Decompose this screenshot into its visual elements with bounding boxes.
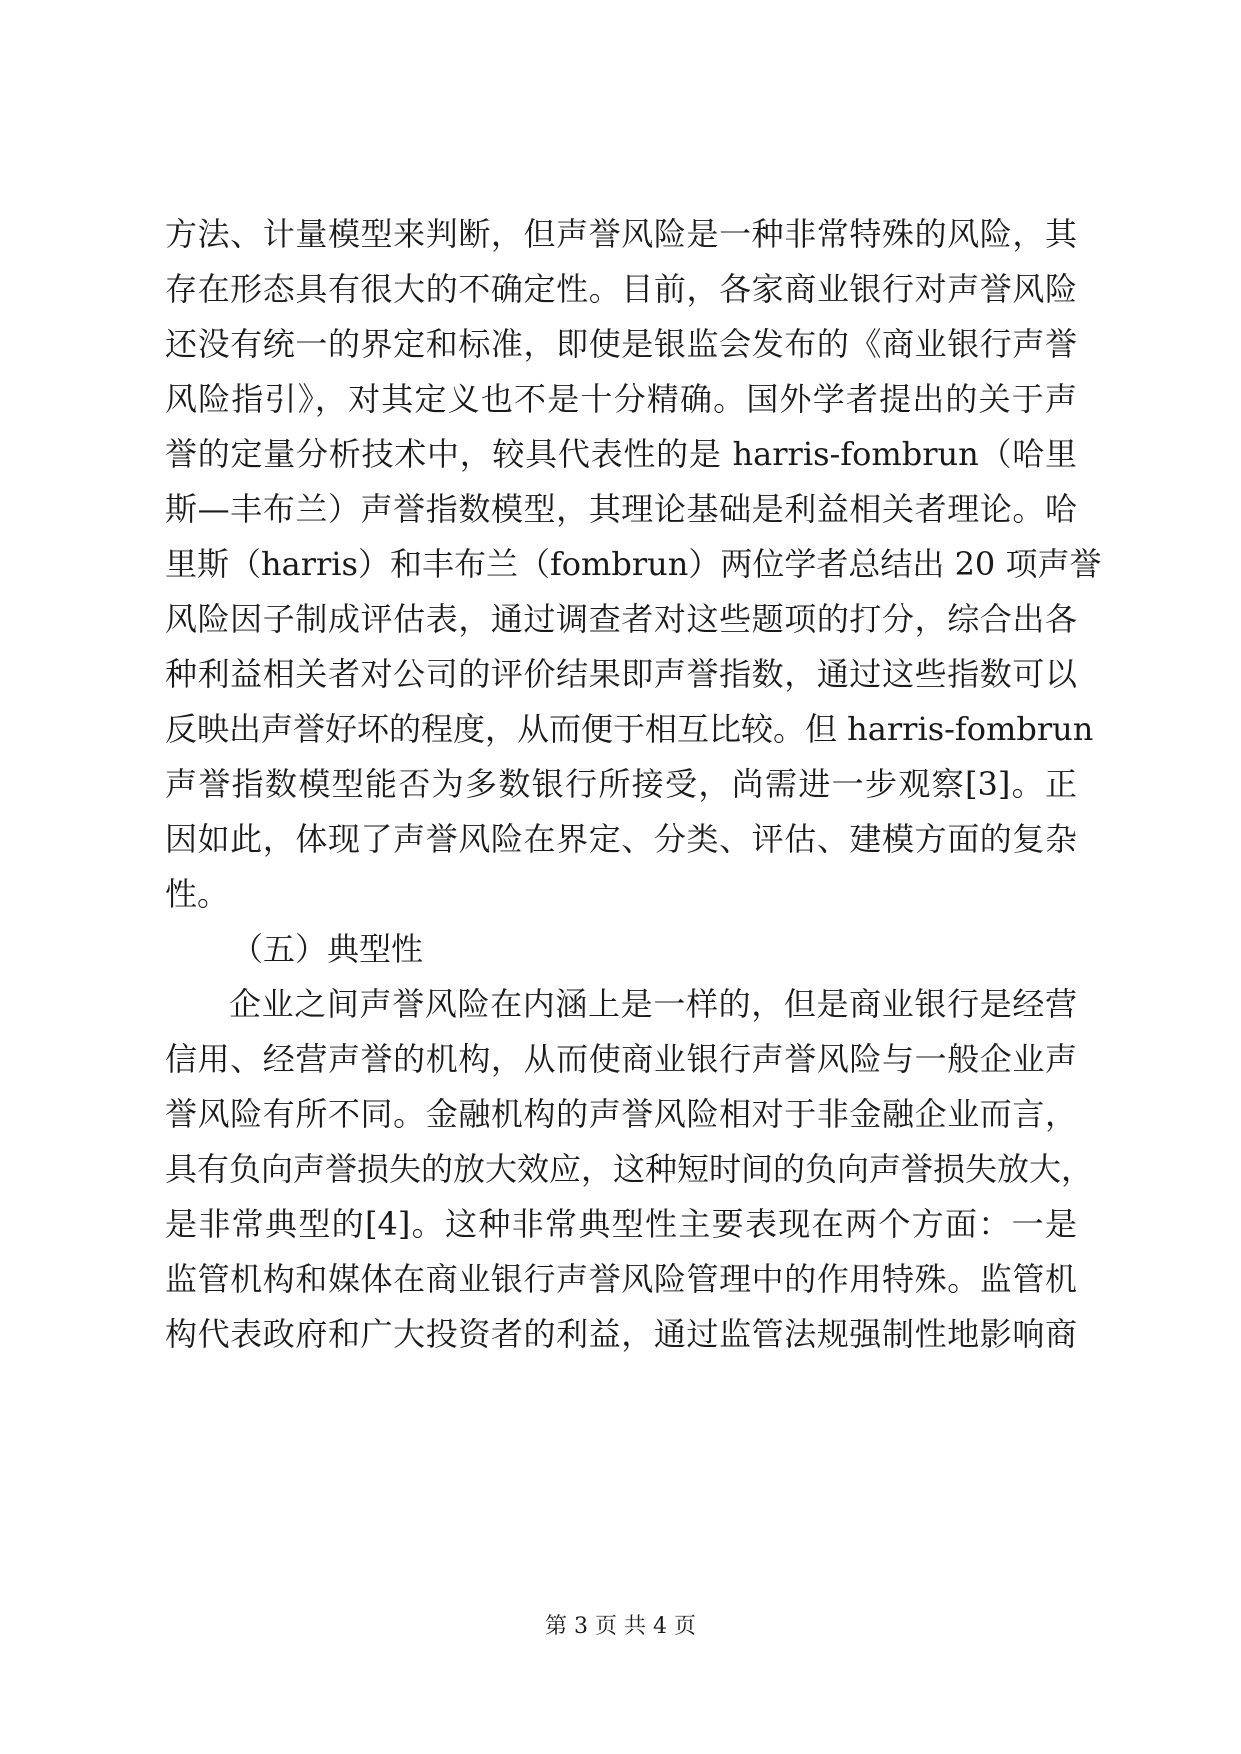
text-line: 誉风险有所不同。金融机构的声誉风险相对于非金融企业而言， bbox=[165, 1095, 1077, 1133]
text-line: 企业之间声誉风险在内涵上是一样的，但是商业银行是经营 bbox=[229, 985, 1077, 1023]
text-line: 存在形态具有很大的不确定性。目前，各家商业银行对声誉风险 bbox=[165, 270, 1077, 308]
page-footer: 第 3 页 共 4 页 bbox=[545, 1614, 696, 1639]
text-line: 反映出声誉好坏的程度，从而便于相互比较。但 harris-fombrun bbox=[165, 710, 1094, 748]
text-line: 风险指引》，对其定义也不是十分精确。国外学者提出的关于声 bbox=[165, 380, 1077, 418]
text-line: 还没有统一的界定和标准，即使是银监会发布的《商业银行声誉 bbox=[165, 325, 1077, 363]
text-line: 性。 bbox=[165, 875, 230, 913]
text-line: 方法、计量模型来判断，但声誉风险是一种非常特殊的风险，其 bbox=[165, 215, 1077, 253]
text-line: 声誉指数模型能否为多数银行所接受，尚需进一步观察[3]。正 bbox=[165, 765, 1077, 803]
text-line: 因如此，体现了声誉风险在界定、分类、评估、建模方面的复杂 bbox=[165, 820, 1077, 858]
section-heading: （五）典型性 bbox=[231, 930, 424, 968]
text-line: 里斯（harris）和丰布兰（fombrun）两位学者总结出 20 项声誉 bbox=[165, 545, 1102, 583]
text-line: 是非常典型的[4]。这种非常典型性主要表现在两个方面：一是 bbox=[165, 1205, 1077, 1243]
text-line: 斯—丰布兰）声誉指数模型，其理论基础是利益相关者理论。哈 bbox=[165, 490, 1077, 528]
text-line: 风险因子制成评估表，通过调查者对这些题项的打分，综合出各 bbox=[165, 600, 1077, 638]
text-line: 种利益相关者对公司的评价结果即声誉指数，通过这些指数可以 bbox=[165, 655, 1077, 693]
text-line: 信用、经营声誉的机构，从而使商业银行声誉风险与一般企业声 bbox=[165, 1040, 1077, 1078]
text-line: 誉的定量分析技术中，较具代表性的是 harris-fombrun（哈里 bbox=[165, 435, 1077, 473]
text-line: 具有负向声誉损失的放大效应，这种短时间的负向声誉损失放大， bbox=[165, 1150, 1094, 1188]
text-line: 监管机构和媒体在商业银行声誉风险管理中的作用特殊。监管机 bbox=[165, 1260, 1077, 1298]
text-line: 构代表政府和广大投资者的利益，通过监管法规强制性地影响商 bbox=[165, 1315, 1077, 1353]
